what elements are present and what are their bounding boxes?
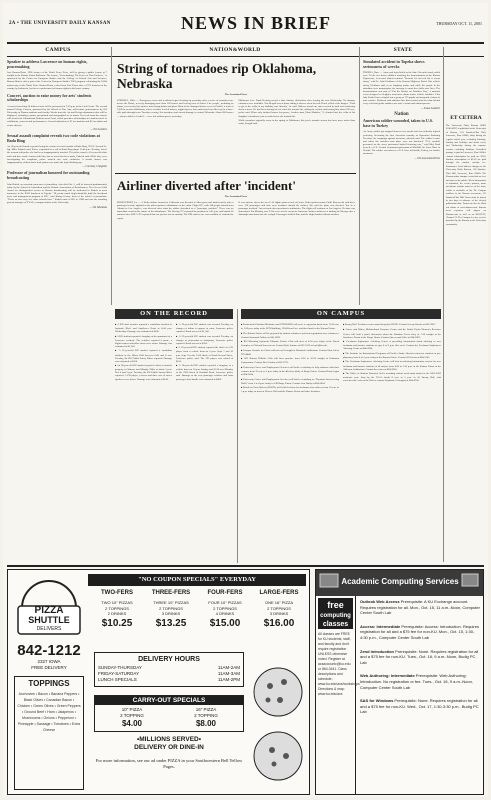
free-label: free <box>318 598 353 612</box>
hours-time: 11AM-2AM <box>217 665 240 670</box>
brief-item: ■ A 19-year-old KU student reported the theft of a CD player from a vehicle between 5 p.m. Sept. 7 and 10 p.m. Sept. 9 in the 1100 block of North Second Street, Lawrence police said. The CD player was valued at $150. <box>176 346 233 362</box>
course-desc: Prerequisite: Access: Introduction. Requires registration for all and a $75 fee for non-KU. Mon., Oct. 15, 1:30-4:30 p.m., Computer Center South Lab <box>360 623 479 640</box>
carryout-list <box>95 705 243 731</box>
campus-byline: — J.R. Mendoza <box>89 205 107 209</box>
campus-byline: — Eve Landers <box>90 127 107 131</box>
campus-headline: Speaker to address Lawrence on human rights, peacemaking <box>7 60 88 69</box>
course-desc: Prerequisite: A KU Exchange account. Requires registration for all. Mon., Oct. 15, 11 a.m.-Noon, Computer Center South Lab <box>360 599 480 616</box>
brief-item: ■ University Career and Employment Services will hold a workshop to help students with their resumes from 10 a.m. to 3 p.m. today in the 4th floor lobby of Burge Union. Contact Brian Logan at 864-3624. <box>241 366 339 376</box>
section-rule <box>7 56 484 57</box>
toppings-list: Anchovies • Bacon • Banana Peppers • Black Olives • Canadian Bacon • Chicken • Green Olives • Green Peppers • Ground Beef • Ham • Jalapenos • Mushrooms • Onions • Pepperoni • Pineapple • Sausage • Tomatoes • Extra Cheese <box>17 692 81 732</box>
airliner-story: SHREVEPORT, La. — A Delta airliner bound for California was diverted to Shreveport and landed safely after a passenger became agitated as the pilot reported a disturbance in the cabin. Flight 287, with 148 people aboard from Atlanta to Los Angeles, was diverted after what the airline described as a "passenger incident." There was no immediate word on the nature of the disturbance. The Boeing 757 reported the problem at 3:45 p.m. and landed 26 minutes later. KSLA-TV reported that one person was in custody. The FBI said no one was available to confirm the report. <box>117 201 234 220</box>
deal-price: $16.00 <box>263 617 295 629</box>
section-et-cetera: ET CETERA <box>450 115 482 121</box>
classes-label: classes <box>318 620 353 629</box>
registration-info: All classes are FREE for KU students, staff, and faculty and don't require registration UNLESS otherwise noted. Register at acsaccountc@ku.edu or 864-0441. Class descriptions and schedule: www.ku.edu/acs/workshops Directions & map: www.ku.edu/acs <box>318 632 360 696</box>
state-byline: — Susan Lambert <box>420 106 440 110</box>
course-title: SAS for Windows <box>360 698 394 704</box>
logo-line: PIZZA <box>34 605 64 616</box>
price-deal[interactable] <box>198 600 252 630</box>
page-title: NEWS IN BRIEF <box>181 13 332 33</box>
course-title: Access: Intermediate <box>360 623 401 629</box>
brief-item: ■ A 22-year-old KU student was arrested Tuesday on charges of possession of marijuana, Lawrence police reported. Bond was set at $500. <box>176 335 233 345</box>
course-list <box>360 599 481 723</box>
nation-story-1 <box>117 61 355 127</box>
deal-toppings: 2 TOPPINGS <box>105 605 129 611</box>
delivery-title: DELIVERY HOURS <box>138 656 200 663</box>
hours-day: LUNCH SPECIALS <box>98 677 137 682</box>
course-desc: Prerequisite: None. Requires registration for all and a $75 fee for non-KU. Tues., Oct. 16, 9 a.m.-Noon, Budig PC Lab <box>360 648 479 665</box>
tornado-story: While tornadoes typically occur in the spring in Oklahoma, this year's tornado season has been more active than usual, Bergall said. <box>238 119 355 126</box>
tornado-headline: String of tornadoes rip Oklahoma, Nebraska <box>117 61 317 91</box>
campus-story: An 18-year-old female reported being the victim of sexual assault at Bada Bing, 913 N. Second St., Sgt. Mike Pattrick said. Police responded to a call at Bada Bing about 11:40 p.m. Tuesday, where the woman told police she had been inappropriately touched. The police issued a 55-year-old white male and have made contact with him, but no arrest has been made, Pattrick said. While they were investigating the complaint, police noticed two code violations. A female dancer was inappropriately clothed and a male patron was under the legal drinking age. <box>7 145 107 164</box>
logo-line: SHUTTLE <box>28 615 70 625</box>
campus-headline: Concert, auction to raise money for arts' students scholarships <box>7 92 92 103</box>
masthead-rule <box>7 42 484 44</box>
on-record-list <box>115 323 233 563</box>
hours-time: 11AM-3AM <box>217 671 240 676</box>
deal-toppings: 2 TOPPINGS <box>159 605 183 611</box>
brief-item: ■ Career and Ethics, Multicultural Resource Center and the Emily Taylor Women's Resource Center will hold a panel discussion about the Brandon Teena story at 7:30 tonight at the Sunflower Room in the Burge Union. Contact Queers and Allies at 864-3091. <box>343 328 441 338</box>
carryout-size: 16" PIZZA <box>195 707 217 712</box>
pizza-slice-icon <box>250 652 306 790</box>
hours-day: SUNDAY-THURSDAY <box>98 665 142 670</box>
course-entry[interactable] <box>360 673 481 690</box>
course-entry[interactable] <box>360 599 481 616</box>
tornado-source: The Associated Press <box>224 93 248 96</box>
logo-line: DELIVERS <box>36 626 62 632</box>
state-headline: American soldier wounded, taken to U.S. base in Turkey <box>363 118 433 128</box>
tornado-story: CORDELL, Okla. — Emergency crews and residents began cleaning up yesterday after a series of tornadoes tore across the Plains, severely damaging more than 100 homes and leaving tons of debris. Five people, including an infant, were treated for injuries from flying debris and glass. Most of the damaged homes were in Cordell, a town of 3,000 in western Oklahoma, where a twister leveled houses, toppled power lines and tossed cars like toys in a three-mile path through town Tuesday evening. Six tornadoes and caused damage in central Nebraska. About 300 houses — about a third of Cordell — were left without power yesterday. <box>117 99 234 118</box>
airliner-source: The Associated Press <box>224 195 248 198</box>
hours-list <box>98 665 240 683</box>
brief-item: ■ Campus Crusade for Christ will meet at 8 tonight in Woodruff Auditorium. Contact John Jeff at 979-4848. <box>241 349 339 356</box>
deal-toppings: 2 TOPPINGS <box>213 605 237 611</box>
on-campus-list <box>241 323 441 563</box>
brief-item: ■ A 21-year-old KU student reported a vandalism incident in the Oliver Hall between 6:45 and 8 a.m. Tuesday, the KU Public Safety Office reported. Damage was estimated at $100. <box>115 349 172 362</box>
etcetera-text: The University Daily Kansan (ISSN 0746-4967) is published at the University of Kansas, 118 Stauffer-Flint Hall, Lawrence, Kan. 66045, daily during the regular school year, excluding Saturday, Sunday and holidays and finals week, and Wednesday during the summer session excluding holidays. Periodical postage is paid in Lawrence, Kan. 66044. Annual subscription by mail are $130. Student subscription of $2.50 are paid through the student activity fee. Postmaster: Send address changes to the University Daily Kansan, 118 Stauffer-Flint Hall, Lawrence, Kan. 66045. The Kansan prints campus events that are free and open to the public. When information is submitted, the event's sponsor, name and phone number must be on the form, which is available at the Dr. Campus mailbox in the Kansan newsroom, 111 Stauffer-Flint Hall. Items must be turned in two days in advance of the desired publication date. Forms can also be filled out online at www.kansan.com. Kansan news reporters will appear on Kansan.com as well as on KUJH-TV, Channel 31. The Campus is a free service provided by the Kansan to the University community. <box>446 124 486 226</box>
carryout-price: $8.00 <box>195 719 217 728</box>
section-on-campus: ON CAMPUS <box>241 309 441 319</box>
section-on-the-record: ON THE RECORD <box>115 309 233 319</box>
toppings-box <box>14 676 84 790</box>
deal-price: $15.00 <box>209 617 241 629</box>
carryout-title: CARRY-OUT SPECIALS <box>95 696 243 705</box>
brief-item: ■ The Institute for International Programs will hold a Study Abroad session for students in pre-pharmacy from 4 to 5 p.m. today at the Kansas Union. Contact Jill Garcia at 864-3742. <box>343 352 441 359</box>
deal-label: FOUR 10" PIZZAS <box>208 600 242 605</box>
price-deal[interactable] <box>252 600 306 630</box>
airliner-headline: Airliner diverted after 'incident' <box>117 178 296 193</box>
carryout-price: $4.00 <box>121 719 143 728</box>
toppings-title: TOPPINGS <box>28 679 70 688</box>
price-deal[interactable] <box>144 600 198 630</box>
brief-item: ■ A 18-year-old KU student reported a burglary at a vehicle between 10 p.m. Sunday and 10:30 a.m. Monday in the 2300 block of Ousdahl Road, Lawrence police said. Damage to the rear passenger window and front passenger door handle was estimated at $400. <box>176 364 233 380</box>
carryout-detail: 2 TOPPING <box>194 713 218 718</box>
carryout-size: 10" PIZZA <box>121 707 143 712</box>
address: 2327 IOWA <box>37 659 61 664</box>
newspaper-page <box>3 3 488 797</box>
state-story: An Army soldier got trapped between two trucks and was critically injured yesterday, becoming the first American casualty of Operation Enduring Freedom, the campaign against terrorism, officials said. The soldier's name and where the accident took place were not disclosed. "U.S. medical personnel on the scene performed initial lifesaving care," said Maj. Brad Lowell, a U.S. Central Command spokesman at MacDill Air Force Base in Florida. The soldier was taken to a U.S. base in Incirlik, Turkey, for further treatment. <box>363 130 440 156</box>
course-desc: Prerequisite: None. Requires registration for all and a $75 fee for non-KU. Wed., Oct. 17, 1:30-3:30 p.m., Budig PC Lab <box>360 698 479 715</box>
brief-item: ■ The Office of Student Financial Aid is awarding federal work study funds for the 2001-2002 academic year. Stop by the FSAA booth 8 a.m. to 5 p.m. in 50 Strong Hall, visit www.ku.edu/~osfa on the Web or contact Stephanie Covington at 864-4700. <box>343 372 441 382</box>
course-entry[interactable] <box>360 624 481 641</box>
deal-label: TWO 10" PIZZAS <box>101 600 133 605</box>
price-deal[interactable] <box>90 600 144 630</box>
campus-story: José Ramos-Horta, 1996 winner of the Nobel Peace Prize, will be giving a public lecture at 7 tonight in the Kansas Union Ballroom. The lecture, "Peacemaking: The Power of Non-Violence," is sponsored by the Center for European Studies and the College of Liberal Arts and Sciences. Ramos-Horta's visit is part of the Center for European Studies' 2001 program celebrating the 100th anniversary of the Nobel Prize. Ramos-Horta, exiled from East Timor after a 1975 invasion of the country by Indonesia, has been a spokesman for human rights in his home country. <box>7 71 107 90</box>
brief-item: ■ Board of Class Officers (BOCO) will hold elections for freshman class officers from 10 a.m. to 5 p.m. today in front of Wescoe Hall and the Kansas Union and other locations. <box>241 386 339 393</box>
campus-story: A concert involving 24 different acts will be performed at 7:30 p.m. at the Lied Center. The second annual College Concert, sponsored by the School of Fine Arts, will feature performances by 250 University of Kansas students and faculty. Works from the Art and Design department also will be displayed, including a poster pre-printed and autographed set to music. Proceeds from the concert will benefit the Educational Enhancement Fund, which provides scholarships for student travel to exhibitions, concerts and performances. General admission is $7 for students and $5 for adults and senior citizens. <box>7 104 107 127</box>
deal-drinks: 2 DRINKS <box>107 611 127 616</box>
deal-heading: TWO-FERS <box>101 590 133 596</box>
state-story: TOPEKA, Kan. — Arms and legs flailed as the blue Chevrolet truck rolled over. To the two dozen children watching the demonstration at the Kansas Expocentre, it seemed almost comical. "Because it's not real life it seems funny," said Lt. John Eichhorn of the Kansas Highway Patrol. But vehicle safety, Eichhorn said, is no laughing matter and while the people in the simulator were mannequins, the message to most lives balls save lives. The demonstration was part of "Put the Brakes on Fatalities Day," a national event designed to heighten awareness about motor vehicle fatalities. First lady Linda Graves singled out a group of 175 pupils and nonprofit victims of auto crashes. Eichhorn said statistics like that remind ourselves that behind every cold and gentle number was once a warm and vibrant person. <box>363 71 440 106</box>
brief-item: ■ The Kansas Union will be prepared by student volunteers and non-registration area volunteers. Contact Susannah Fullmer at 841-4935. <box>241 332 339 339</box>
deal-headings <box>90 590 306 596</box>
etcetera-column <box>446 115 486 554</box>
address-note: FREE DELIVERY <box>31 665 67 670</box>
brief-item: ■ KU Kansas Hillside Club will have practice from 6:30 to 10:30 tonight in Robinson Gymnasium. Contact Ben Gordon at 841-1776. <box>241 357 339 364</box>
on-campus-col <box>343 323 441 563</box>
brief-item: ■ An 18-year-old KU student reported a theft of musical property in Watson and Murphy Halls at about 3 p.m. Oct. 4 and 3 p.m. Tuesday, the KU Public Safety Office reported. A CD player, a stereo and three sets of stereo speakers were stolen. Damage was estimated at $140. <box>115 364 172 380</box>
brief-item: ■ Freshman Sophomore Advising Center is providing information about advising to new freshman and transfer students at ages 4 to 9 p.m. this week. Contact the Freshman Sophomore Advising Center at 864-2834. <box>343 340 441 350</box>
deal-drinks: 3 DRINKS <box>161 611 181 616</box>
state-headline: Simulated accident in Topeka shows seriousness of wrecks <box>363 60 425 69</box>
academic-computing-ad[interactable] <box>315 569 484 795</box>
on-campus-col <box>241 323 339 563</box>
carryout-deal[interactable] <box>169 705 243 731</box>
course-entry[interactable] <box>360 649 481 666</box>
ad-banner-title: Academic Computing Services <box>341 577 459 586</box>
brief-item: ■ Ecumenical Christian Ministries and ENVIRONS will serve a vegetarian lunch from 11:30 a.m. to 1:30 p.m. today at the ECM building, 1204 Oread Ave. and then lunch in the Kansas Union. <box>241 323 339 330</box>
deal-drinks: 3 DRINKS <box>269 611 289 616</box>
state-subsection: Nation <box>394 111 409 117</box>
deal-label: ONE 16" PIZZA <box>264 600 294 605</box>
course-entry[interactable] <box>360 698 481 715</box>
issue-date: THURSDAY OCT. 11, 2001 <box>436 21 482 26</box>
carryout-detail: 2 TOPPING <box>120 713 144 718</box>
masthead <box>3 11 488 41</box>
brief-item: ■ A 19-year-old KU student was arrested Tuesday on charges of failure to appear in court, Lawrence police reported. Bond was set at $1,500. <box>176 323 233 333</box>
carryout-box <box>94 695 244 732</box>
course-title: Outlook Web Access <box>360 599 400 604</box>
hours-day: FRIDAY-SATURDAY <box>98 671 140 676</box>
millions-served: •MILLIONS SERVED• <box>136 736 202 743</box>
ad-footer: For more information, see our ad under PIZZA in your Southwestern Bell Yellow Pages. <box>95 758 243 769</box>
campus-story: John Katich, an associate professor of journalism, who died Oct. 5, will be honored posthumously today by the School of Journalism and the Kansas Association of Broadcasters. The Grover Cobb Award for distinguished service to Kansas broadcasting will be dedicated to Katich at noon tomorrow in the KAB luncheon in Topeka. "He pretty much single-handedly built the broadcast news and management program at KU," said Jimmy Gentry, dean of the school of journalism. "That's an area very few other schools have." Katich came to KU in 1968 and was the founding general manager of TV-26, a campus station at the University. <box>7 182 107 205</box>
column-rule <box>359 47 360 305</box>
brief-item: ■ Strong Hall. Freshmen voters must bring their KUID. Contact Jeremy Brooks at 841-9207. <box>343 323 441 327</box>
deal-heading: LARGE-FERS <box>259 590 299 596</box>
computing-label: computing <box>318 612 353 620</box>
delivery-hours-box <box>94 652 244 687</box>
story-divider <box>115 173 356 174</box>
on-record-col <box>176 323 233 563</box>
campus-column <box>7 60 107 560</box>
column-rule <box>111 47 112 305</box>
coupon-banner: "NO COUPON SPECIALS" EVERYDAY <box>88 574 306 586</box>
brief-item: ■ A KU student reported a burglary at the apartment of a Lawrence resident. The resident reported a purse, a digital camera and other items were stolen. Damage was estimated at $1,500. <box>115 335 172 348</box>
delivery-dine-in: DELIVERY OR DINE-IN <box>134 744 204 751</box>
on-record-col <box>115 323 172 563</box>
campus-byline: — Courtney Craigmile <box>82 165 107 169</box>
state-column <box>363 60 440 306</box>
section-state: STATE <box>393 47 413 53</box>
tornado-story: Oklahoma Gov. Frank Keating issued a state disaster declaration after touring the area Wednesday. No damage estimates were available. Tim Bergall was at home taking a shower when his wife Karol yelled of the danger. "I had to get to the cellar in my birthday suit, literally," he said. Officers found one man covered in mud and wandering down a street. He had been driving his car when the tornado hit, rolling the vehicle and tossing him about 250 feet, police said. When only isolated homes lost power, Another man, Elmo Maddox, 71, climbed into the cellar of his daughter's farmhouse just seconds before the tornado hit. <box>238 99 355 118</box>
course-desc: Prerequisite: Web Authoring: Introduction. No registration or fee. Tues., Oct. 16, 9 a.m.-Noon, Computer Center South Lab <box>360 673 473 690</box>
deal-toppings: 2 TOPPINGS <box>267 605 291 611</box>
phone-number[interactable]: 842-1212 <box>17 642 81 659</box>
deal-price: $10.25 <box>101 617 133 629</box>
carryout-deal[interactable] <box>95 705 169 731</box>
hours-row <box>98 677 240 683</box>
brief-item: ■ The Freshman Sophomore Advising Center will host an advising information session for new freshman and transfer students at all majors from 4:30 to 5:30 p.m. at the Kansas Union in the Alderson Auditorium. Contact the center at 864-2834. <box>343 360 441 370</box>
section-campus: CAMPUS <box>45 47 71 53</box>
airliner-story: It was unclear where the two F-16 fighter planes took off from. Delta spokeswoman Cindi Kasenevski said there were 138 passengers and nine crew members aboard the airliner. She said the plane was diverted "due to a passenger incident," but referred other questions to authorities. The flight will continue to Los Angeles. No time was determined. On Monday, two F-16s were sent to escort an American Airlines airliner to a landing in Chicago after a distraught man burst into the cockpit. Passengers tackled him, and the flight landed without incident. <box>238 201 356 217</box>
deal-heading: FOUR-FERS <box>207 590 243 596</box>
brief-item: ■ University Career and Employment Services will hold a workshop on "Dynamic Interviewing Skills" from 3 to 4 p.m. today in 149 Burge Union. Contact Ann Hardy at 864-3624. <box>241 378 339 385</box>
course-title: Web Authoring: Intermediate <box>360 673 415 679</box>
nation-story-2 <box>117 178 355 221</box>
deal-price: $13.25 <box>155 617 187 629</box>
pizza-shuttle-ad[interactable] <box>7 569 310 795</box>
column-rule <box>237 309 238 563</box>
course-title: Zend Introduction <box>360 648 394 654</box>
price-grid <box>90 600 306 630</box>
deal-label: THREE 10" PIZZAS <box>153 600 189 605</box>
deal-drinks: 4 DRINKS <box>215 611 235 616</box>
ad-rule <box>7 565 484 567</box>
deal-heading: THREE-FERS <box>151 590 191 596</box>
free-classes-sidebar <box>316 596 360 794</box>
page-label: 2A • THE UNIVERSITY DAILY KANSAN <box>9 21 111 26</box>
brief-item: ■ A KU staff member reported a vandalism incident at Jayhawk Blvd. and Sunflower Road at 6:04 p.m. Wednesday. Damage was estimated at $500. <box>115 323 172 333</box>
section-nation-world: NATION&WORLD <box>209 47 261 53</box>
state-byline: — The Associated Press <box>414 156 440 160</box>
column-rule <box>443 47 444 562</box>
campus-headline: Sexual assault complaint reveals two code violations at Bada Bing <box>7 133 100 143</box>
campus-headline: Professor of journalism honored for outstanding broadcasting <box>7 170 90 180</box>
brief-item: ■ KU Marching Jayhawks Ultimate Frisbee Club will meet at 4:30 p.m. today at the Shenk Complex at 23rd and Iowa streets. Contact Kyle Sumner at 832-1616 or kyle@ku.edu. <box>241 340 339 347</box>
pizza-shuttle-logo <box>14 578 84 638</box>
hours-time: 11AM-2PM <box>217 677 240 682</box>
